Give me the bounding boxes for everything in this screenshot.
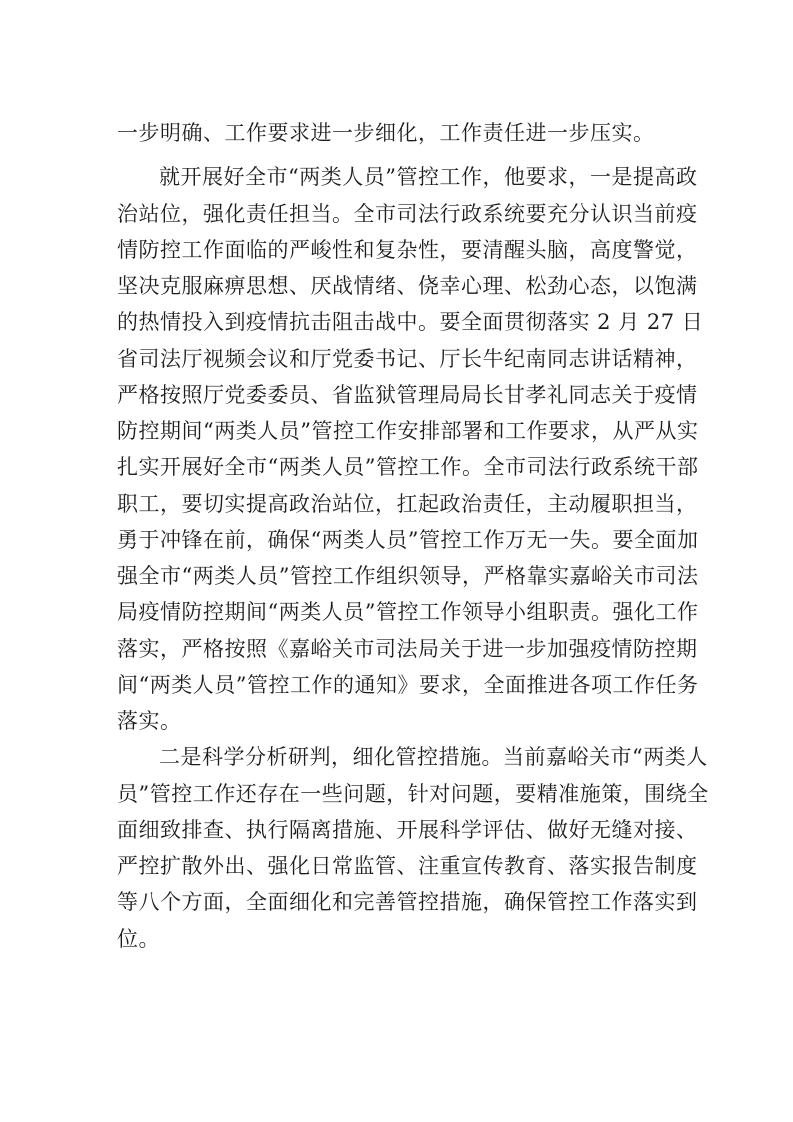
text-line: 间“两类人员”管控工作的通知》要求，全面推进各项工作任务 [117,672,699,697]
text-line: 局疫情防控期间“两类人员”管控工作领导小组职责。强化工作 [117,600,699,625]
text-line: 落实，严格按照《嘉峪关市司法局关于进一步加强疫情防控期 [117,636,698,661]
text-line: 严控扩散外出、强化日常监管、注重宣传教育、落实报告制度 [117,854,698,878]
text-line: 职工，要切实提高政治站位，扛起政治责任，主动履职担当， [117,491,698,516]
text-line: 防控期间“两类人员”管控工作安排部署和工作要求，从严从实 [117,419,699,443]
text-line: 勇于冲锋在前，确保“两类人员”管控工作万无一失。要全面加 [117,527,699,552]
text-line: 省司法厅视频会议和厅党委书记、厅长牛纪南同志讲话精神， [117,346,698,371]
text-line: 员”管控工作还存在一些问题，针对问题，要精准施策，围绕全 [117,781,709,806]
text-line: 二是科学分析研判，细化管控措施。当前嘉峪关市“两类人 [159,745,708,770]
text-line: 就开展好全市“两类人员”管控工作，他要求，一是提高政 [159,165,698,190]
text-line: 的热情投入到疫情抗击阻击战中。要全面贯彻落实 2 月 27 日 [117,310,704,335]
text-line: 坚决克服麻痹思想、厌战情绪、侥幸心理、松劲心态，以饱满 [117,274,698,298]
text-line: 治站位，强化责任担当。全市司法行政系统要充分认识当前疫 [117,201,698,226]
text-line: 强全市“两类人员”管控工作组织领导，严格靠实嘉峪关市司法 [117,564,699,588]
document-page [117,115,709,957]
text-line: 严格按照厅党委委员、省监狱管理局局长甘孝礼同志关于疫情 [117,382,698,407]
text-line: 一步明确、工作要求进一步细化，工作责任进一步压实。 [117,121,655,145]
paragraph [117,739,709,957]
text-line: 落实。 [117,709,182,733]
text-line: 情防控工作面临的严峻性和复杂性，要清醒头脑，高度警觉， [117,237,698,262]
text-line: 扎实开展好全市“两类人员”管控工作。全市司法行政系统干部 [117,455,699,480]
paragraph [117,115,681,151]
paragraph [117,159,704,739]
text-line: 等八个方面，全面细化和完善管控措施，确保管控工作落实到 [117,890,698,915]
text-line: 面细致排查、执行隔离措施、开展科学评估、做好无缝对接、 [117,817,698,842]
text-line: 位。 [117,926,160,951]
